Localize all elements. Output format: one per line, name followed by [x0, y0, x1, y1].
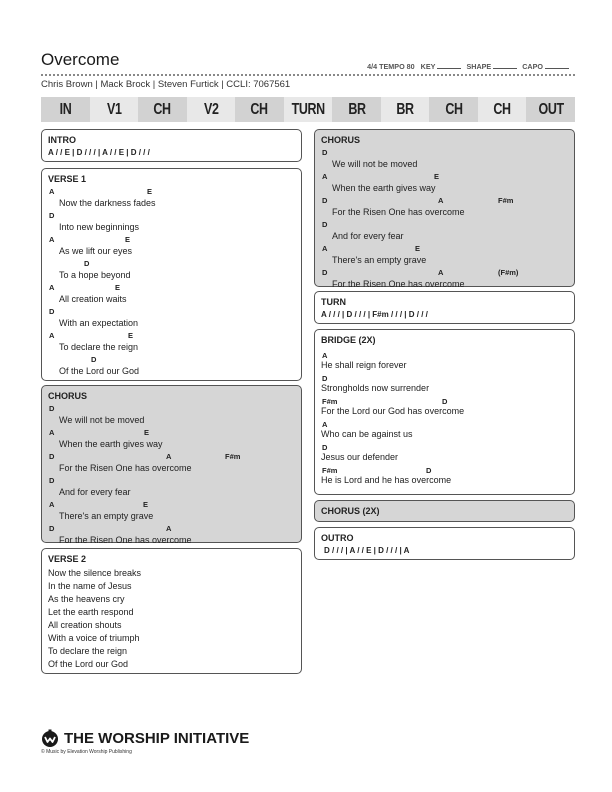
roadmap-cell: V2 — [187, 97, 236, 122]
chord-progression: D / / / | A / / E | D / / / | A — [324, 546, 410, 555]
lyric: Who can be against us — [321, 429, 413, 439]
chord: E — [415, 244, 421, 253]
roadmap-cell: CH — [235, 97, 284, 122]
chord: E — [143, 500, 149, 509]
lyric: Jesus our defender — [321, 452, 399, 462]
chord: D — [91, 355, 97, 364]
chord: D — [49, 404, 55, 413]
chord: A — [49, 500, 55, 509]
chord: D — [84, 259, 90, 268]
chord: F#m — [322, 397, 338, 406]
lyric: And for every fear — [59, 487, 131, 497]
chord: A — [166, 524, 172, 533]
chord: E — [147, 187, 153, 196]
roadmap-cell: V1 — [90, 97, 139, 122]
lyric-line — [315, 397, 574, 420]
lyric: As we lift our eyes — [59, 246, 133, 256]
chord: E — [125, 235, 131, 244]
chord: A — [322, 244, 328, 253]
chord: D — [49, 307, 55, 316]
chord: A — [166, 452, 172, 461]
chord-progression: A / / E | D / / / | A / / E | D / / / — [48, 148, 150, 157]
section-bridge — [314, 329, 575, 495]
lyric-line — [42, 259, 301, 283]
dotted-divider — [41, 74, 575, 76]
chord: F#m — [498, 196, 514, 205]
lyric: We will not be moved — [332, 159, 418, 169]
chord: A — [49, 187, 55, 196]
lyric-line — [42, 404, 301, 428]
lyric: With an expectation — [59, 318, 139, 328]
chord: F#m — [225, 452, 241, 461]
song-authors: Chris Brown | Mack Brock | Steven Furtick | CCLI: 7067561 — [41, 79, 291, 90]
chord: A — [322, 420, 328, 429]
section-title: INTRO — [48, 135, 76, 145]
lyric-line — [315, 443, 574, 466]
section-verse-2 — [41, 548, 302, 674]
lyric-line — [42, 355, 301, 379]
lyric: Let the earth respond — [48, 607, 134, 617]
chord: D — [426, 466, 432, 475]
lyric-line — [315, 268, 574, 292]
chord: A — [438, 268, 444, 277]
worship-initiative-logo-icon — [41, 729, 59, 747]
section-intro — [41, 129, 302, 162]
chord: D — [49, 476, 55, 485]
section-chorus — [314, 129, 575, 287]
lyric: When the earth gives way — [59, 439, 163, 449]
chord: E — [144, 428, 150, 437]
lyric: There's an empty grave — [59, 511, 154, 521]
capo-blank — [545, 62, 569, 69]
song-roadmap — [41, 97, 575, 122]
lyric-line — [42, 187, 301, 211]
chord: D — [322, 443, 328, 452]
chord: A — [322, 351, 328, 360]
lyric: Now the darkness fades — [59, 198, 156, 208]
lyric-line — [315, 148, 574, 172]
lyric: For the Risen One has overcome — [332, 279, 465, 289]
lyric: For the Risen One has overcome — [59, 463, 192, 473]
chord: A — [49, 235, 55, 244]
chord-progression: A / / / | D / / / | F#m / / / | D / / / — [321, 310, 428, 319]
lyric-line — [42, 524, 301, 548]
lyric-line — [315, 172, 574, 196]
chord: D — [442, 397, 448, 406]
roadmap-cell: BR — [332, 97, 381, 122]
lyric: To declare the reign — [59, 342, 139, 352]
roadmap-cell: IN — [41, 97, 90, 122]
lyric-line — [315, 196, 574, 220]
lyric-line — [42, 331, 301, 355]
section-title: VERSE 1 — [48, 174, 87, 184]
chord: D — [322, 220, 328, 229]
lyric-line — [315, 220, 574, 244]
roadmap-cell: CH — [429, 97, 478, 122]
lyric: To declare the reign — [48, 646, 128, 656]
lyric-line — [42, 452, 301, 476]
lyric: Of the Lord our God — [59, 366, 140, 376]
lyric-line — [315, 374, 574, 397]
lyric: Into new beginnings — [59, 222, 140, 232]
lyric: He is Lord and he has overcome — [321, 475, 452, 485]
lyric: In the name of Jesus — [48, 581, 132, 591]
chord: A — [438, 196, 444, 205]
lyric-line — [315, 420, 574, 443]
roadmap-cell: CH — [478, 97, 527, 122]
shape-blank — [493, 62, 517, 69]
lyric-line — [315, 466, 574, 489]
lyric-line — [42, 283, 301, 307]
lyric: And for every fear — [332, 231, 404, 241]
section-outro — [314, 527, 575, 560]
section-verse-1 — [41, 168, 302, 381]
lyric: For the Lord our God has overcome — [321, 406, 465, 416]
lyric-line — [315, 351, 574, 374]
song-meta — [367, 62, 572, 71]
roadmap-cell: TURN — [284, 97, 333, 122]
chord: E — [128, 331, 134, 340]
lyric: All creation waits — [59, 294, 127, 304]
lyric-line — [42, 500, 301, 524]
lyric: Now the silence breaks — [48, 568, 142, 578]
section-chorus-2x — [314, 500, 575, 522]
section-title: VERSE 2 — [48, 554, 87, 564]
lyric: With a voice of triumph — [48, 633, 140, 643]
lyric: All creation shouts — [48, 620, 122, 630]
lyric: There's an empty grave — [332, 255, 427, 265]
chord: E — [115, 283, 121, 292]
chord: A — [49, 283, 55, 292]
lyric: When the earth gives way — [332, 183, 436, 193]
chord: D — [49, 452, 55, 461]
capo-label: CAPO — [522, 62, 543, 71]
key-blank — [437, 62, 461, 69]
lyric-line — [315, 244, 574, 268]
roadmap-cell: BR — [381, 97, 430, 122]
lyric-line — [42, 428, 301, 452]
lyric-line — [42, 307, 301, 331]
copyright: © Music by Elevation Worship Publishing — [41, 749, 132, 755]
lyric: We will not be moved — [59, 415, 145, 425]
lyric-line — [42, 211, 301, 235]
section-turn — [314, 291, 575, 324]
section-title: BRIDGE (2X) — [321, 335, 376, 345]
lyric-line — [42, 235, 301, 259]
roadmap-cell: CH — [138, 97, 187, 122]
chord: A — [49, 428, 55, 437]
section-title: OUTRO — [321, 533, 354, 543]
chord: D — [49, 524, 55, 533]
chord: D — [322, 148, 328, 157]
chord: D — [49, 211, 55, 220]
chord: E — [434, 172, 440, 181]
lyric: As the heavens cry — [48, 594, 125, 604]
chord: A — [49, 331, 55, 340]
lyric: For the Risen One has overcome — [332, 207, 465, 217]
chord: D — [322, 196, 328, 205]
section-chorus — [41, 385, 302, 543]
brand-name: THE WORSHIP INITIATIVE — [64, 729, 250, 747]
lyric-line — [42, 476, 301, 500]
section-title: CHORUS — [321, 135, 361, 145]
chord: (F#m) — [498, 268, 519, 277]
chord: F#m — [322, 466, 338, 475]
verse-lyrics — [48, 567, 301, 671]
key-label: KEY — [420, 62, 436, 71]
chord: D — [322, 374, 328, 383]
time-tempo: 4/4 TEMPO 80 — [367, 62, 415, 71]
lyric: To a hope beyond — [59, 270, 131, 280]
lyric: He shall reign forever — [321, 360, 407, 370]
lyric: Of the Lord our God — [48, 659, 129, 669]
chord: A — [322, 172, 328, 181]
section-title: TURN — [321, 297, 346, 307]
brand-logo — [41, 729, 249, 747]
lyric: For the Risen One has overcome — [59, 535, 192, 545]
shape-label: SHAPE — [466, 62, 492, 71]
section-title: CHORUS (2X) — [321, 506, 380, 516]
song-title: Overcome — [41, 50, 120, 69]
section-title: CHORUS — [48, 391, 88, 401]
lyric: Strongholds now surrender — [321, 383, 430, 393]
chord: D — [322, 268, 328, 277]
roadmap-cell: OUT — [526, 97, 575, 122]
